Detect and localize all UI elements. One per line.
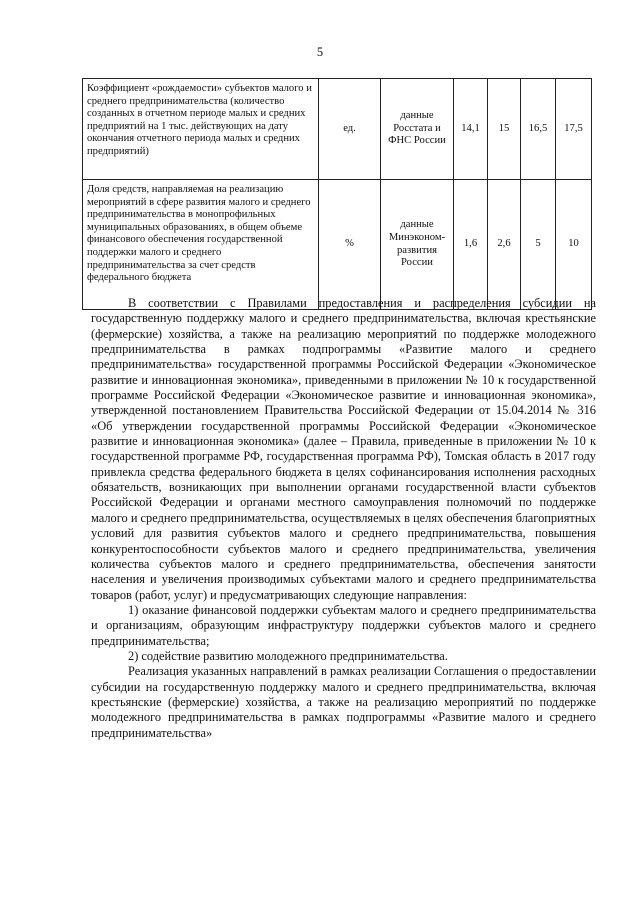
value-cell: 10 xyxy=(556,180,592,310)
value-cell: 16,5 xyxy=(521,79,556,180)
value-cell: 17,5 xyxy=(556,79,592,180)
paragraph: 2) содействие развитию молодежного предпринимательства. xyxy=(128,648,448,663)
unit-cell: ед. xyxy=(319,79,381,180)
unit-cell: % xyxy=(319,180,381,310)
paragraph: В соответствии с Правилами предоставления и распределения субсидии на государственную поддержку малого и среднего предпринимательства, включая крестьянские (фермерские) хозяйства, а также на реализацию мероприятий по поддержке молодежного предпринимательства в рамках подпрограммы «Развитие малого и среднего предпринимательства» государственной программы Российской Федерации «Экономическое развитие и инновационная экономика», приведенными в приложении № 10 к государственной программе Российской Федерации «Экономическое развитие и инновационная экономика», утвержденной постановлением Правительства Российской Федерации от 15.04.2014 № 316 «Об утверждении государственной программы Российской Федерации «Экономическое развитие и инновационная экономика» (далее – Правила, приведенные в приложении № 10 к государственной программе РФ, государственная программа РФ), Томская область в 2017 году привлекла средства федерального бюджета в целях софинансирования исполнения расходных обязательств, возникающих при выполнении органами государственной власти субъектов Российской Федерации и органами местного самоуправления полномочий по поддержке малого и среднего предпринимательства, осуществляемых в целях обеспечения благоприятных условий для развития субъектов малого и среднего предпринимательства, повышения конкурентоспособности субъектов малого и среднего предпринимательства, увеличения количества субъектов малого и среднего предпринимательства, обеспечения занятости населения и увеличения производимых субъектами малого и среднего предпринимательства товаров (работ, услуг) и предусматривающих следующие направления: xyxy=(91,296,596,602)
value-cell: 15 xyxy=(488,79,521,180)
table-row xyxy=(83,79,592,180)
body-text xyxy=(91,296,596,741)
source-cell: данные Росстата и ФНС России xyxy=(381,79,454,180)
paragraph: Реализация указанных направлений в рамках реализации Соглашения о предоставлении субсидии на государственную поддержку малого и среднего предпринимательства, включая крестьянские (фермерские) хозяйства, а также на реализацию мероприятий по поддержке молодежного предпринимательства в рамках подпрограммы «Развитие малого и среднего предпринимательства» xyxy=(91,664,596,740)
indicator-name: Доля средств, направляемая на реализацию мероприятий в сфере развития малого и среднего предпринимательства в монопрофильных муниципальных образованиях, в общем объеме финансового обеспечения государственной поддержки малого и среднего предпринимательства за счет средств федерального бюджета xyxy=(83,180,319,310)
value-cell: 14,1 xyxy=(454,79,488,180)
indicators-table xyxy=(82,78,592,310)
table-row xyxy=(83,180,592,310)
page-number: 5 xyxy=(316,45,324,59)
indicator-name: Коэффициент «рождаемости» субъектов малого и среднего предпринимательства (количество созданных в отчетном периоде малых и средних предприятий на 1 тыс. действующих на дату окончания отчетного периода малых и средних предприятий) xyxy=(83,79,319,180)
value-cell: 5 xyxy=(521,180,556,310)
source-cell: данные Минэконом-развития России xyxy=(381,180,454,310)
value-cell: 2,6 xyxy=(488,180,521,310)
value-cell: 1,6 xyxy=(454,180,488,310)
paragraph: 1) оказание финансовой поддержки субъектам малого и среднего предпринимательства и организациям, образующим инфраструктуру поддержки субъектов малого и среднего предпринимательства; xyxy=(91,602,596,648)
